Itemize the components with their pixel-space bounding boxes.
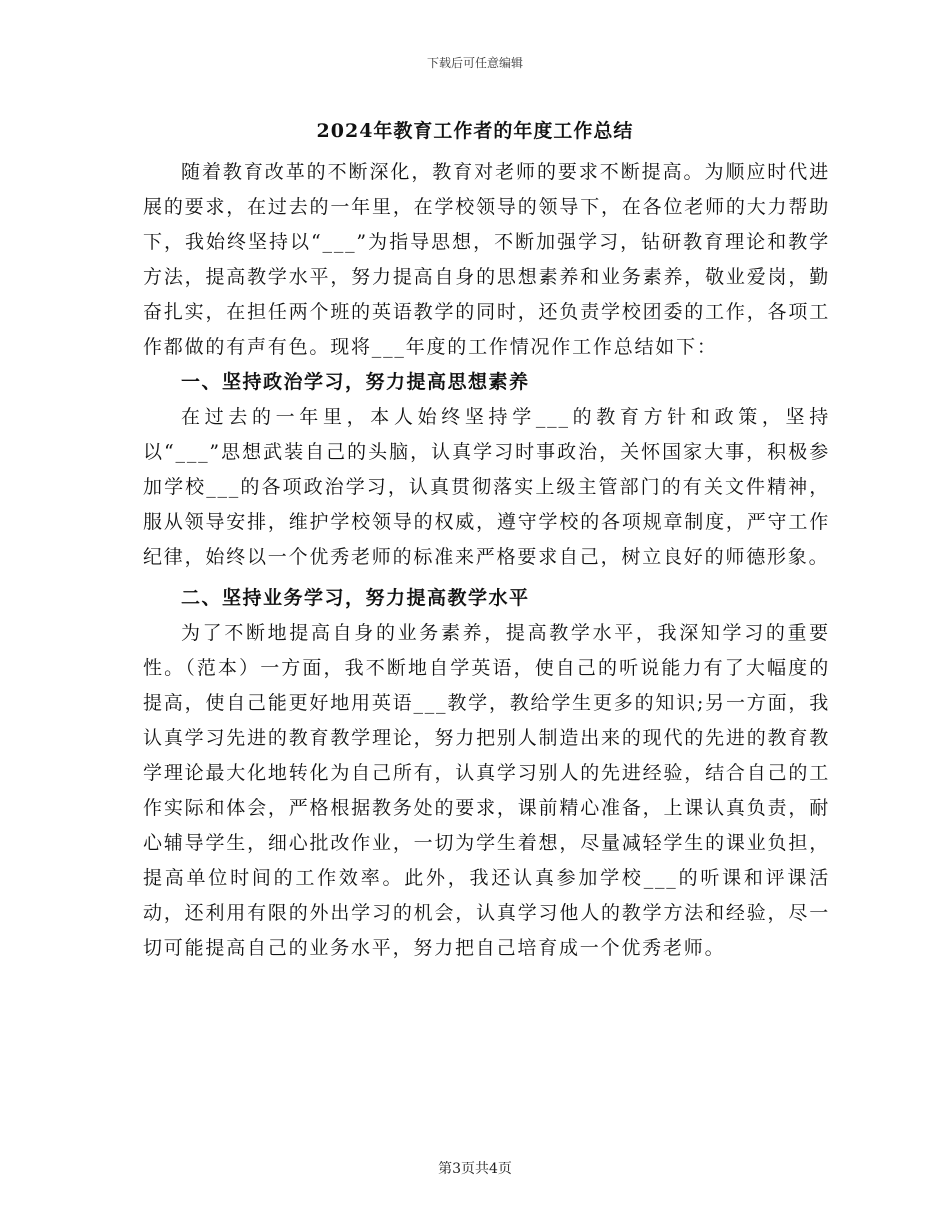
document-body [143, 155, 830, 966]
section-1-heading: 一、坚持政治学习，努力提高思想素养 [181, 371, 530, 393]
section-1-paragraph: 在过去的一年里，本人始终坚持学___的教育方针和政策，坚持以“___”思想武装自己的头脑，认真学习时事政治，关怀国家大事，积极参加学校___的各项政治学习，认真贯彻落实上级主管部门的有关文件精神，服从领导安排，维护学校领导的权威，遵守学校的各项规章制度，严守工作纪律，始终以一个优秀老师的标准来严格要求自己，树立良好的师德形象。 [143, 406, 830, 568]
page-number-footer: 第3页共4页 [438, 1161, 512, 1177]
document-title: 2024年教育工作者的年度工作总结 [316, 120, 634, 142]
page-header-note: 下载后可任意编辑 [426, 56, 523, 70]
section-2-paragraph: 为了不断地提高自身的业务素养，提高教学水平，我深知学习的重要性。（范本）一方面，我不断地自学英语，使自己的听说能力有了大幅度的提高，使自己能更好地用英语___教学，教给学生更多的知识;另一方面，我认真学习先进的教育教学理论，努力把别人制造出来的现代的先进的教育教学理论最大化地转化为自己所有，认真学习别人的先进经验，结合自己的工作实际和体会，严格根据教务处的要求，课前精心准备，上课认真负责，耐心辅导学生，细心批改作业，一切为学生着想，尽量减轻学生的课业负担，提高单位时间的工作效率。此外，我还认真参加学校___的听课和评课活动，还利用有限的外出学习的机会，认真学习他人的教学方法和经验，尽一切可能提高自己的业务水平，努力把自己培育成一个优秀老师。 [143, 622, 830, 959]
section-2-heading: 二、坚持业务学习，努力提高教学水平 [181, 587, 530, 609]
intro-paragraph: 随着教育改革的不断深化，教育对老师的要求不断提高。为顺应时代进展的要求，在过去的一年里，在学校领导的领导下，在各位老师的大力帮助下，我始终坚持以“___”为指导思想，不断加强学习，钻研教育理论和教学方法，提高教学水平，努力提高自身的思想素养和业务素养，敬业爱岗，勤奋扎实，在担任两个班的英语教学的同时，还负责学校团委的工作，各项工作都做的有声有色。现将___年度的工作情况作工作总结如下： [143, 161, 830, 358]
